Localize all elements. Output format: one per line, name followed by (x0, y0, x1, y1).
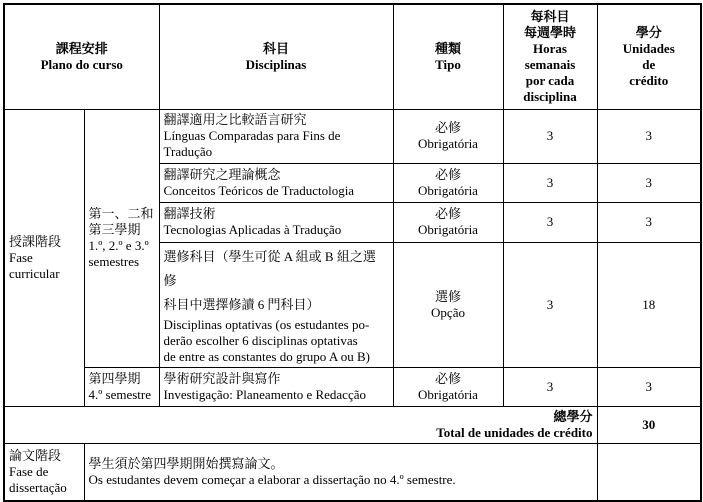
header-disciplines (159, 4, 393, 109)
subject-pt-line: de entre as constantes do grupo A ou B) (163, 348, 371, 364)
header-disciplines-zh: 科目 (262, 40, 289, 56)
subject-zh: 翻譯研究之理論概念 (163, 166, 281, 182)
type-cell (393, 163, 503, 202)
subject-zh: 翻譯適用之比較語言研究 (163, 112, 307, 127)
header-credits-pt-line: de (642, 56, 656, 72)
period-pt-line: 1.º, 2.º e 3.º (88, 238, 149, 253)
header-type-zh: 種類 (434, 40, 461, 56)
credits-cell: 3 (597, 367, 701, 406)
subject-cell (159, 367, 393, 406)
stage-zh: 授課階段 (9, 233, 62, 249)
header-credits (597, 4, 701, 109)
total-value-cell: 30 (597, 406, 701, 443)
credits-cell: 18 (597, 242, 701, 367)
type-cell (393, 242, 503, 367)
header-disciplines-pt: Disciplinas (245, 56, 307, 72)
period-zh: 第四學期 (88, 370, 141, 386)
header-plan-zh: 課程安排 (55, 40, 108, 56)
hours-cell: 3 (503, 109, 597, 163)
type-zh: 選修 (434, 288, 461, 304)
period-cell-sem4 (84, 367, 159, 406)
subject-pt-line: Conceitos Teóricos de Traductologia (163, 182, 355, 198)
dissertation-note-pt: Os estudantes devem começar a elaborar a dissertação no 4.º semestre. (88, 471, 456, 487)
hours-cell: 3 (503, 163, 597, 202)
subject-zh: 翻譯技術 (163, 206, 216, 221)
header-hours (503, 4, 597, 109)
header-hours-pt-line: por cada (525, 72, 575, 88)
period-zh-line: 第一、二和 (88, 206, 154, 221)
type-cell (393, 367, 503, 406)
subject-pt-line: Línguas Comparadas para Fins de (163, 128, 341, 143)
header-hours-zh-line: 每週學時 (523, 24, 576, 40)
subject-pt-line: derão escolher 6 disciplinas optativas (163, 332, 358, 348)
empty-credits-cell (597, 443, 701, 501)
table-row (4, 109, 701, 163)
header-row (4, 4, 701, 109)
type-zh: 必修 (434, 370, 461, 386)
hours-cell: 3 (503, 202, 597, 242)
hours-cell: 3 (503, 242, 597, 367)
subject-pt-line: Tecnologias Aplicadas à Tradução (163, 222, 342, 237)
header-hours-pt-line: Horas semanais (524, 40, 576, 72)
subject-cell (159, 109, 393, 163)
stage-pt-line: Fase (9, 249, 33, 265)
period-pt: 4.º semestre (88, 386, 152, 402)
total-row (4, 406, 701, 443)
credits-cell: 3 (597, 109, 701, 163)
stage-zh: 論文階段 (9, 447, 62, 463)
total-label-cell (4, 406, 597, 443)
type-pt: Obrigatória (418, 182, 478, 198)
type-zh: 必修 (434, 206, 461, 221)
type-pt: Obrigatória (418, 136, 478, 151)
type-cell (393, 109, 503, 163)
type-pt: Obrigatória (418, 222, 478, 237)
header-plan-pt: Plano do curso (40, 56, 123, 72)
dissertation-note-zh: 學生須於第四學期開始撰寫論文。 (88, 455, 284, 471)
subject-pt-line: Investigação: Planeamento e Redacção (163, 386, 366, 402)
header-hours-zh-line: 每科目 (530, 8, 570, 24)
type-cell (393, 202, 503, 242)
credits-cell: 3 (597, 202, 701, 242)
curriculum-table (3, 3, 702, 502)
stage-pt-line: dissertação (9, 479, 67, 495)
header-credits-pt-line: crédito (629, 72, 669, 88)
subject-pt-line: Disciplinas optativas (os estudantes po- (163, 316, 370, 332)
header-credits-zh: 學分 (635, 24, 662, 40)
subject-pt-line: Tradução (163, 144, 213, 159)
subject-cell (159, 242, 393, 367)
table-row (4, 367, 701, 406)
subject-zh-block (164, 245, 389, 317)
type-zh: 必修 (434, 120, 461, 135)
type-pt: Opção (431, 304, 465, 320)
stage-pt-line: curricular (9, 265, 60, 281)
subject-zh-line: 選修科目（學生可從 A 組或 B 組之選修 (163, 248, 376, 288)
header-plan (4, 4, 159, 109)
hours-cell: 3 (503, 367, 597, 406)
subject-cell (159, 163, 393, 202)
stage-cell-dissertation (4, 443, 84, 501)
header-type-pt: Tipo (435, 56, 461, 72)
type-zh: 必修 (434, 166, 461, 182)
total-label-pt: Total de unidades de crédito (436, 424, 593, 440)
total-label-zh: 總學分 (553, 408, 593, 424)
type-pt: Obrigatória (418, 386, 478, 402)
dissertation-note-cell (84, 443, 597, 501)
subject-zh: 學術研究設計與寫作 (163, 370, 281, 386)
stage-pt-line: Fase de (9, 463, 49, 479)
dissertation-row (4, 443, 701, 501)
subject-cell (159, 202, 393, 242)
period-zh-line: 第三學期 (88, 222, 141, 237)
header-type (393, 4, 503, 109)
stage-cell-curricular (4, 109, 84, 406)
header-hours-pt-line: disciplina (523, 88, 577, 104)
period-pt-line: semestres (88, 254, 140, 269)
header-credits-pt-line: Unidades (622, 40, 675, 56)
subject-zh-line: 科目中選擇修讀 6 門科目） (163, 296, 320, 312)
credits-cell: 3 (597, 163, 701, 202)
period-cell-sem1-3 (84, 109, 159, 367)
